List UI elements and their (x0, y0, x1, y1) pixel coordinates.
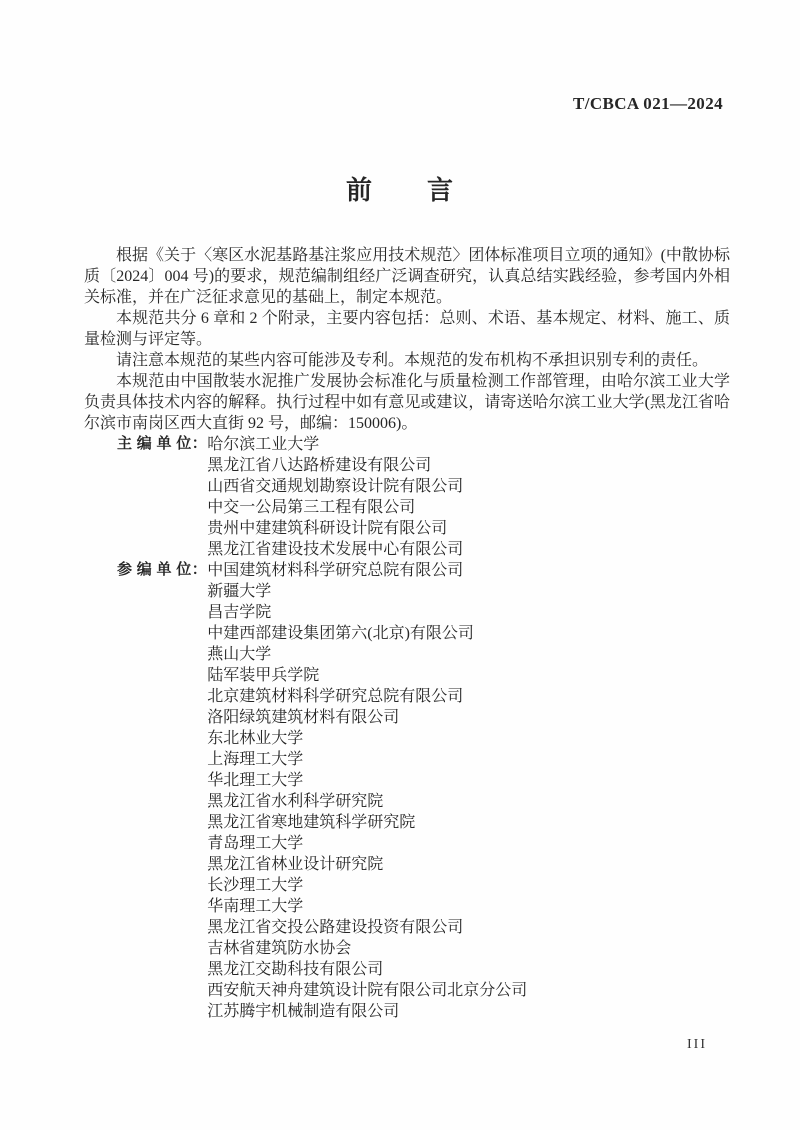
participating-editor-unit: 北京建筑材料科学研究总院有限公司 (207, 688, 464, 705)
participating-editor-unit: 新疆大学 (207, 583, 272, 600)
participating-editor-unit: 东北林业大学 (207, 730, 304, 747)
participating-editor-unit: 黑龙江省林业设计研究院 (207, 856, 384, 873)
participating-editor-unit: 青岛理工大学 (207, 835, 304, 852)
participating-editors-label: 参 编 单 位： (117, 562, 208, 578)
chief-editor-unit: 贵州中建建筑科研设计院有限公司 (207, 520, 448, 537)
preface-paragraphs (84, 245, 730, 434)
editor-units-section (84, 434, 730, 1022)
participating-editor-unit: 中建西部建设集团第六(北京)有限公司 (207, 625, 474, 642)
participating-editor-unit: 华北理工大学 (207, 772, 304, 789)
chief-editors-list (207, 434, 730, 560)
participating-editor-unit: 陆军装甲兵学院 (207, 667, 320, 684)
chief-editor-unit: 黑龙江省八达路桥建设有限公司 (207, 457, 432, 474)
participating-editor-unit: 黑龙江省寒地建筑科学研究院 (207, 814, 416, 831)
participating-editor-unit: 洛阳绿筑建筑材料有限公司 (207, 709, 400, 726)
participating-editor-unit: 华南理工大学 (207, 898, 304, 915)
participating-editor-unit: 黑龙江省交投公路建设投资有限公司 (207, 919, 464, 936)
participating-editor-unit: 上海理工大学 (207, 751, 304, 768)
participating-editors-row (84, 560, 730, 1022)
participating-editor-unit: 江苏腾宇机械制造有限公司 (207, 1003, 400, 1020)
chief-editor-unit: 中交一公局第三工程有限公司 (207, 499, 416, 516)
page-title: 前 言 (345, 176, 454, 205)
preface-paragraph: 本规范由中国散装水泥推广发展协会标准化与质量检测工作部管理，由哈尔滨工业大学负责具体技术内容的解释。执行过程中如有意见或建议，请寄送哈尔滨工业大学(黑龙江省哈尔滨市南岗区西大直街 92 号，邮编：150006)。 (84, 373, 730, 432)
participating-editor-unit: 中国建筑材料科学研究总院有限公司 (207, 562, 464, 579)
preface-paragraph: 本规范共分 6 章和 2 个附录，主要内容包括：总则、术语、基本规定、材料、施工、质量检测与评定等。 (84, 310, 730, 348)
participating-editor-unit: 长沙理工大学 (207, 877, 304, 894)
chief-editor-unit: 哈尔滨工业大学 (207, 436, 320, 453)
preface-body (84, 245, 730, 1022)
preface-paragraph: 请注意本规范的某些内容可能涉及专利。本规范的发布机构不承担识别专利的责任。 (116, 352, 709, 369)
participating-editor-unit: 吉林省建筑防水协会 (207, 940, 352, 957)
participating-editors-list (207, 560, 730, 1022)
preface-paragraph: 根据《关于〈寒区水泥基路基注浆应用技术规范〉团体标准项目立项的通知》(中散协标质〔2024〕004 号)的要求，规范编制组经广泛调查研究，认真总结实践经验，参考国内外相关标准，并在广泛征求意见的基础上，制定本规范。 (84, 247, 730, 306)
chief-editors-row (84, 434, 730, 560)
participating-editor-unit: 黑龙江交勘科技有限公司 (207, 961, 384, 978)
standard-code-header: T/CBCA 021—2024 (572, 94, 723, 113)
chief-editor-unit: 黑龙江省建设技术发展中心有限公司 (207, 541, 464, 558)
participating-editor-unit: 西安航天神舟建筑设计院有限公司北京分公司 (207, 982, 528, 999)
participating-editor-unit: 黑龙江省水利科学研究院 (207, 793, 384, 810)
chief-editors-label: 主 编 单 位： (117, 436, 208, 452)
chief-editor-unit: 山西省交通规划勘察设计院有限公司 (207, 478, 464, 495)
page-number: III (687, 1037, 707, 1052)
participating-editor-unit: 昌吉学院 (207, 604, 272, 621)
participating-editor-unit: 燕山大学 (207, 646, 272, 663)
